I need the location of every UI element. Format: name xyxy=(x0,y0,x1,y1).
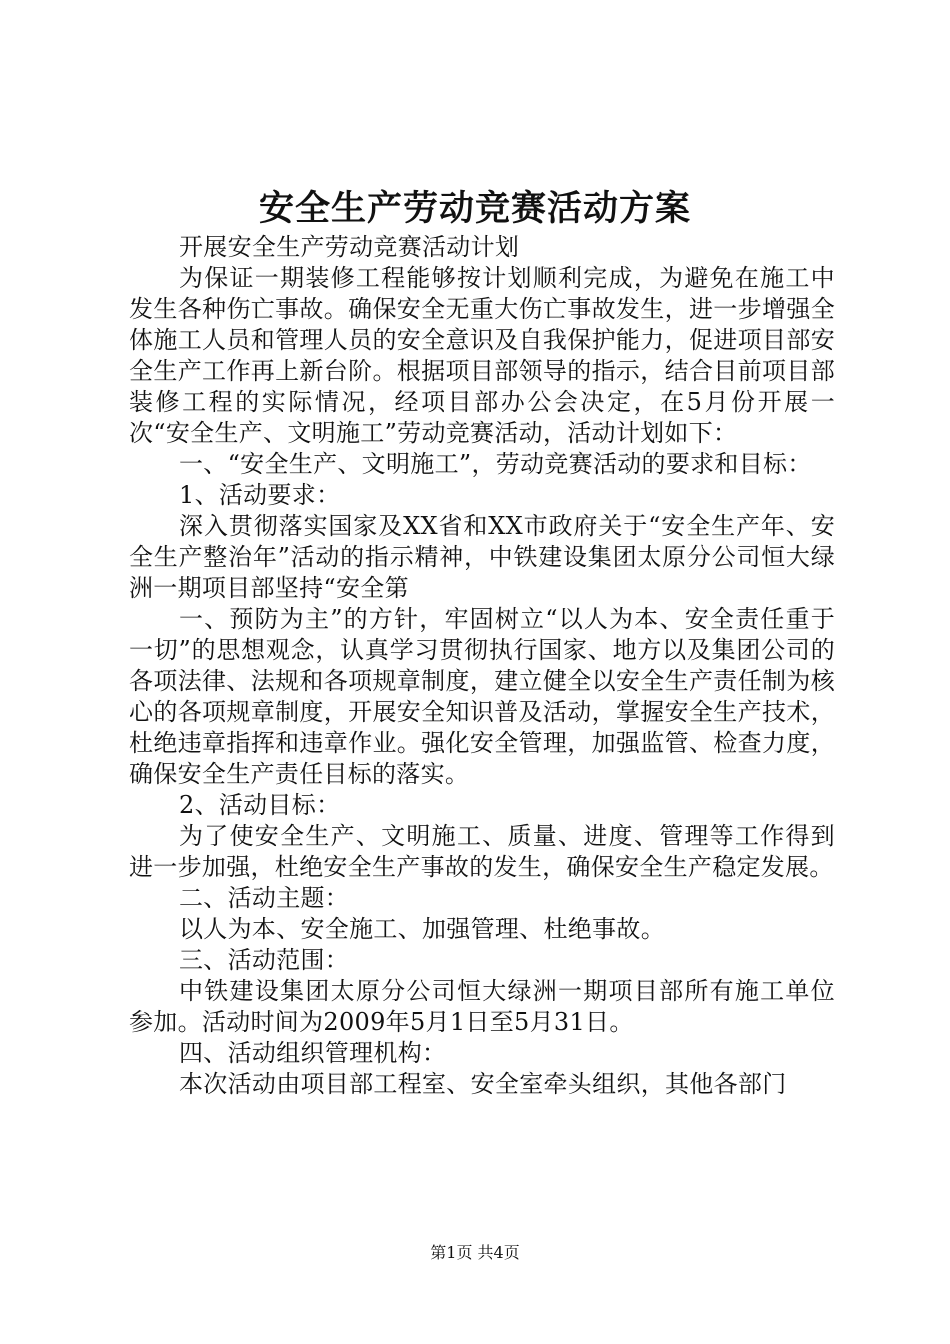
paragraph-scope: 中铁建设集团太原分公司恒大绿洲一期项目部所有施工单位参加。活动时间为2009年5月1日至5月31日。 xyxy=(129,977,835,1036)
subsection-heading-requirements: 1、活动要求： xyxy=(179,481,341,509)
document-body xyxy=(129,232,835,1100)
paragraph-subtitle: 开展安全生产劳动竞赛活动计划 xyxy=(179,233,520,261)
paragraph-requirements: 深入贯彻落实国家及XX省和XX市政府关于“安全生产年、安全生产整治年”活动的指示精神，中铁建设集团太原分公司恒大绿洲一期项目部坚持“安全第 xyxy=(129,512,835,602)
document-title: 安全生产劳动竞赛活动方案 xyxy=(258,188,691,229)
page-footer: 第1页 共4页 xyxy=(430,1243,520,1262)
paragraph-requirements-cont: 一、预防为主”的方针，牢固树立“以人为本、安全责任重于一切”的思想观念，认真学习贯彻执行国家、地方以及集团公司的各项法律、法规和各项规章制度，建立健全以安全生产责任制为核心的各项规章制度，开展安全知识普及活动，掌握安全生产技术，杜绝违章指挥和违章作业。强化安全管理，加强监管、检查力度，确保安全生产责任目标的落实。 xyxy=(129,605,835,788)
section-heading-4: 四、活动组织管理机构： xyxy=(179,1039,447,1067)
paragraph-intro: 为保证一期装修工程能够按计划顺利完成，为避免在施工中发生各种伤亡事故。确保安全无重大伤亡事故发生，进一步增强全体施工人员和管理人员的安全意识及自我保护能力，促进项目部安全生产工作再上新台阶。根据项目部领导的指示，结合目前项目部装修工程的实际情况，经项目部办公会决定，在5月份开展一次“安全生产、文明施工”劳动竞赛活动，活动计划如下： xyxy=(129,264,835,447)
paragraph-goals: 为了使安全生产、文明施工、质量、进度、管理等工作得到进一步加强，杜绝安全生产事故的发生，确保安全生产稳定发展。 xyxy=(129,822,835,881)
section-heading-1: 一、“安全生产、文明施工”，劳动竞赛活动的要求和目标： xyxy=(179,450,812,478)
subsection-heading-goals: 2、活动目标： xyxy=(179,791,341,819)
section-heading-3: 三、活动范围： xyxy=(179,946,350,974)
paragraph-organization: 本次活动由项目部工程室、安全室牵头组织，其他各部门 xyxy=(179,1070,787,1098)
section-heading-2: 二、活动主题： xyxy=(179,884,350,912)
paragraph-theme: 以人为本、安全施工、加强管理、杜绝事故。 xyxy=(179,915,665,943)
